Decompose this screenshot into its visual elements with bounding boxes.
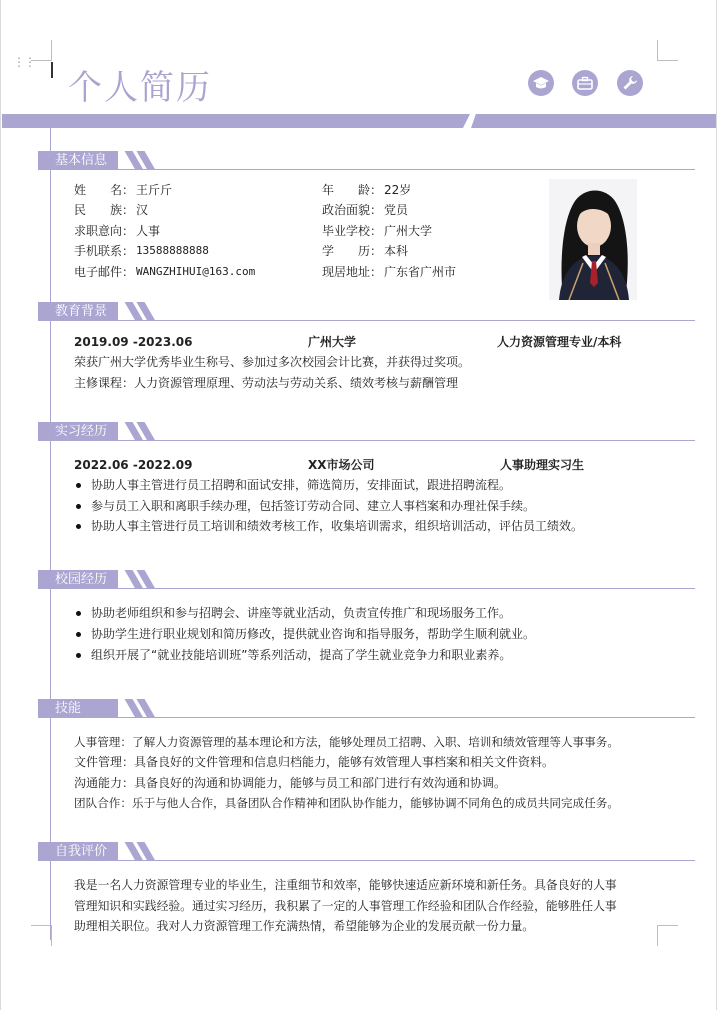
education-line: 主修课程：人力资源管理原理、劳动法与劳动关系、绩效考核与薪酬管理 bbox=[74, 376, 459, 390]
skill-line: 文件管理：具备良好的文件管理和信息归档能力，能够有效管理人事档案和相关文件资料。 bbox=[74, 755, 555, 769]
crop-mark-top-right bbox=[657, 40, 678, 61]
section-self-evaluation-header bbox=[38, 840, 658, 862]
section-campus-header bbox=[38, 568, 658, 590]
internship-period: 2022.06 -2022.09 bbox=[74, 458, 193, 472]
intention-label: 求职意向： bbox=[74, 224, 135, 238]
drag-handle-icon[interactable]: ⋮⋮ bbox=[13, 55, 35, 69]
page-border-left bbox=[0, 0, 1, 1010]
section-title: 教育背景 bbox=[38, 302, 118, 321]
age-label: 年 龄： bbox=[322, 183, 383, 197]
skill-line: 沟通能力：具备良好的沟通和协调能力，能够与员工和部门进行有效沟通和协调。 bbox=[74, 776, 507, 790]
section-skills-header bbox=[38, 697, 658, 719]
section-title: 校园经历 bbox=[38, 570, 118, 589]
name-value: 王斤斤 bbox=[136, 183, 173, 197]
ethnicity-value: 汉 bbox=[136, 203, 149, 217]
school-value: 广州大学 bbox=[384, 224, 433, 238]
text-cursor bbox=[51, 62, 53, 78]
internship-item: 协助人事主管进行员工培训和绩效考核工作，收集培训需求，组织培训活动，评估员工绩效。 bbox=[91, 519, 584, 533]
education-school: 广州大学 bbox=[308, 335, 357, 349]
campus-item: 组织开展了“就业技能培训班”等系列活动，提高了学生就业竞争力和职业素养。 bbox=[91, 648, 512, 662]
intention-value: 人事 bbox=[136, 224, 161, 238]
section-title: 自我评价 bbox=[38, 842, 118, 861]
ethnicity-label: 民 族： bbox=[74, 203, 135, 217]
self-evaluation-line: 管理知识和实践经验。通过实习经历，我积累了一定的人事管理工作经验和团队合作经验，能够胜任人事 bbox=[74, 899, 617, 913]
bullet-icon bbox=[76, 504, 81, 509]
section-title: 基本信息 bbox=[38, 151, 118, 170]
degree-value: 本科 bbox=[384, 244, 409, 258]
degree-label: 学 历： bbox=[322, 244, 383, 258]
header-band-left bbox=[2, 114, 470, 128]
campus-item: 协助学生进行职业规划和简历修改，提供就业咨询和指导服务，帮助学生顺利就业。 bbox=[91, 627, 536, 641]
briefcase-icon bbox=[572, 70, 598, 96]
left-timeline-line bbox=[50, 128, 51, 940]
section-title: 技能 bbox=[38, 699, 118, 718]
section-underline bbox=[118, 169, 695, 170]
page-title: 个人简历 bbox=[68, 68, 212, 108]
self-evaluation-line: 我是一名人力资源管理专业的毕业生，注重细节和效率，能够快速适应新环境和新任务。具备良好的人事 bbox=[74, 878, 617, 892]
section-internship-header bbox=[38, 420, 658, 442]
school-label: 毕业学校： bbox=[322, 224, 383, 238]
email-value: WANGZHIHUI@163.com bbox=[136, 265, 256, 278]
skill-line: 人事管理：了解人力资源管理的基本理论和方法，能够处理员工招聘、入职、培训和绩效管理等人事事务。 bbox=[74, 735, 619, 749]
header-band-right bbox=[471, 114, 716, 128]
self-evaluation-line: 助理相关职位。我对人力资源管理工作充满热情，希望能够为企业的发展贡献一份力量。 bbox=[74, 919, 535, 933]
education-line: 荣获广州大学优秀毕业生称号、参加过多次校园会计比赛，并获得过奖项。 bbox=[74, 355, 471, 369]
internship-item: 协助人事主管进行员工招聘和面试安排，筛选简历，安排面试，跟进招聘流程。 bbox=[91, 478, 512, 492]
campus-item: 协助老师组织和参与招聘会、讲座等就业活动，负责宣传推广和现场服务工作。 bbox=[91, 606, 512, 620]
profile-photo bbox=[549, 179, 637, 300]
politics-value: 党员 bbox=[384, 203, 409, 217]
address-value: 广东省广州市 bbox=[384, 265, 457, 279]
section-title: 实习经历 bbox=[38, 422, 118, 441]
politics-label: 政治面貌： bbox=[322, 203, 383, 217]
internship-company: XX市场公司 bbox=[308, 458, 375, 472]
section-underline bbox=[118, 860, 695, 861]
internship-role: 人事助理实习生 bbox=[500, 458, 585, 472]
phone-label: 手机联系： bbox=[74, 244, 135, 258]
crop-mark-bottom-right bbox=[657, 925, 678, 946]
internship-item: 参与员工入职和离职手续办理，包括签订劳动合同、建立人事档案和办理社保手续。 bbox=[91, 499, 536, 513]
email-label: 电子邮件： bbox=[74, 265, 135, 279]
education-major: 人力资源管理专业/本科 bbox=[497, 335, 622, 349]
graduation-cap-icon bbox=[528, 70, 554, 96]
section-basic-info-header bbox=[38, 149, 658, 171]
bullet-icon bbox=[76, 611, 81, 616]
bullet-icon bbox=[76, 524, 81, 529]
section-underline bbox=[118, 588, 695, 589]
section-underline bbox=[118, 320, 695, 321]
name-label: 姓 名： bbox=[74, 183, 135, 197]
address-label: 现居地址： bbox=[322, 265, 383, 279]
bullet-icon bbox=[76, 653, 81, 658]
section-underline bbox=[118, 440, 695, 441]
age-value: 22岁 bbox=[384, 183, 412, 197]
education-period: 2019.09 -2023.06 bbox=[74, 335, 193, 349]
section-education-header bbox=[38, 300, 658, 322]
crop-mark-bottom-left bbox=[31, 925, 52, 946]
skill-line: 团队合作：乐于与他人合作，具备团队合作精神和团队协作能力，能够协调不同角色的成员共同完成任务。 bbox=[74, 796, 619, 810]
bullet-icon bbox=[76, 483, 81, 488]
section-underline bbox=[118, 717, 695, 718]
phone-value: 13588888888 bbox=[136, 244, 209, 257]
wrench-icon bbox=[617, 70, 643, 96]
page-border-right bbox=[716, 0, 717, 1010]
bullet-icon bbox=[76, 632, 81, 637]
